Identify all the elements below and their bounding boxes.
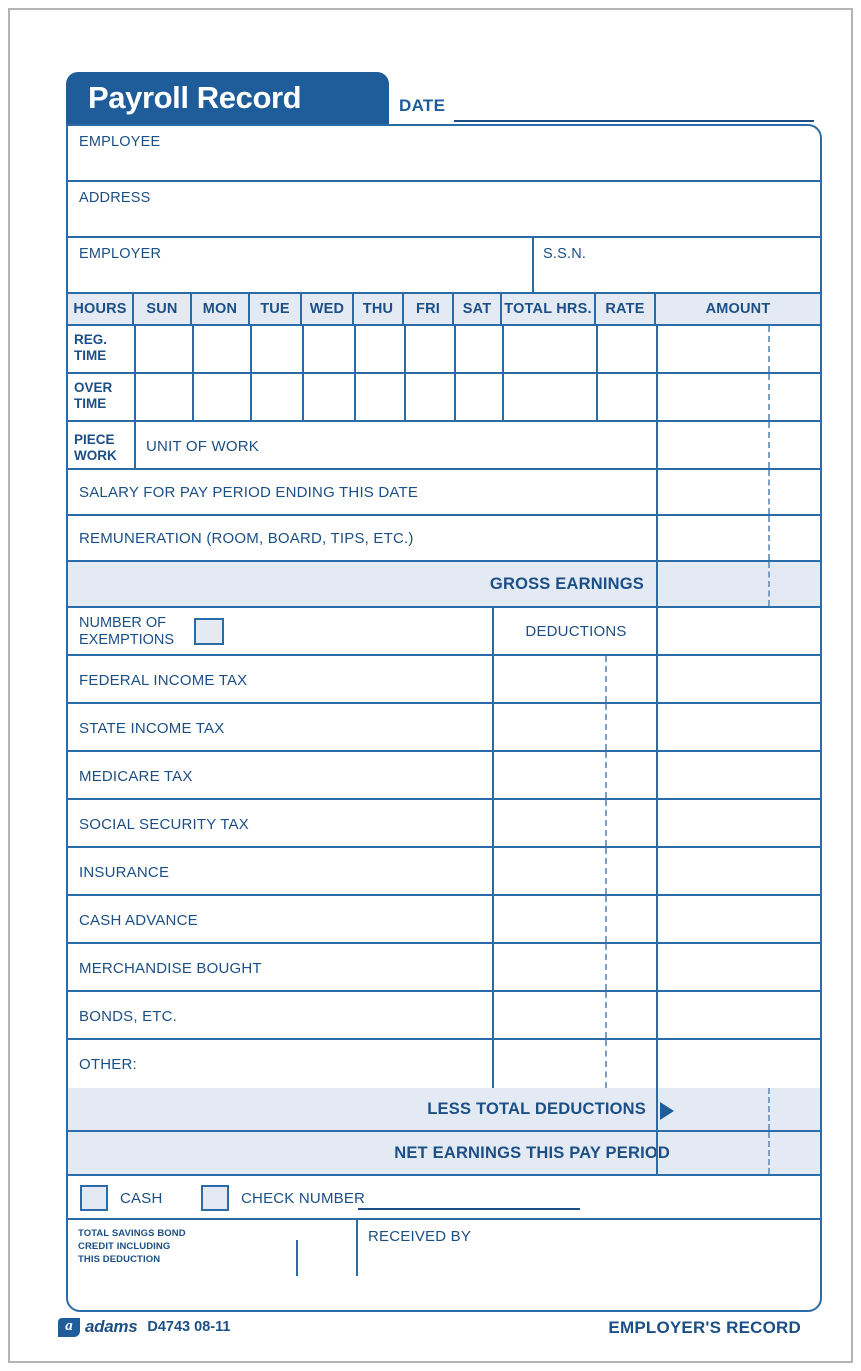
deduction-cents-separator [605, 992, 607, 1038]
grid-v-7 [454, 326, 456, 372]
remuneration-label: REMUNERATION (ROOM, BOARD, TIPS, ETC.) [79, 530, 414, 547]
cents-separator [768, 1132, 770, 1174]
check-checkbox[interactable] [201, 1185, 229, 1211]
grid-v-10 [656, 516, 658, 560]
gross-earnings-label: GROSS EARNINGS [489, 575, 644, 593]
unit-of-work-label: UNIT OF WORK [146, 438, 259, 455]
grid-v-10 [656, 944, 658, 990]
regular-time-label-line2: TIME [74, 347, 107, 363]
salary-row[interactable] [68, 470, 820, 516]
grid-v-5 [354, 374, 356, 420]
address-row[interactable] [68, 182, 820, 238]
grid-v-10 [656, 704, 658, 750]
piece-work-label-line1: PIECE [74, 432, 115, 447]
cents-separator [768, 1088, 770, 1130]
deduction-row-merchandise-bought[interactable] [68, 944, 820, 992]
col-header-tue: TUE [250, 294, 302, 324]
overtime-label-line1: OVER [74, 380, 113, 395]
employer-ssn-divider [532, 238, 534, 292]
grid-v-10 [656, 470, 658, 514]
ssn-label: S.S.N. [543, 246, 587, 262]
grid-v-2 [192, 374, 194, 420]
payroll-record-form [54, 72, 822, 1312]
overtime-label-line2: TIME [74, 395, 107, 411]
col-header-fri: FRI [404, 294, 454, 324]
col-header-total-hrs: TOTAL HRS. [502, 294, 596, 324]
grid-v-10 [656, 1040, 658, 1088]
grid-v-4 [302, 326, 304, 372]
regular-time-label [74, 332, 130, 363]
cents-separator [768, 470, 770, 514]
exemptions-label-line2: EXEMPTIONS [79, 632, 175, 649]
grid-v-6 [404, 326, 406, 372]
deduction-cents-separator [605, 944, 607, 990]
employer-label: EMPLOYER [79, 246, 162, 262]
deduction-label: MEDICARE TAX [79, 768, 193, 785]
less-total-deductions-label: LESS TOTAL DEDUCTIONS [427, 1100, 646, 1118]
deduction-cents-separator [605, 704, 607, 750]
overtime-row[interactable] [68, 374, 820, 422]
cash-checkbox[interactable] [80, 1185, 108, 1211]
adams-mark-icon: a [58, 1318, 80, 1337]
grid-v-9 [596, 374, 598, 420]
regular-time-label-line1: REG. [74, 332, 108, 347]
check-number-input-line[interactable] [358, 1208, 580, 1210]
gross-earnings-row[interactable] [68, 562, 820, 608]
deduction-label: FEDERAL INCOME TAX [79, 672, 248, 689]
deductions-col-left-border [492, 656, 494, 702]
grid-v-3 [250, 326, 252, 372]
date-label: DATE [399, 96, 446, 115]
grid-v-10 [656, 656, 658, 702]
deduction-cents-separator [605, 1040, 607, 1088]
received-by-divider [356, 1220, 358, 1276]
overtime-label [74, 380, 130, 411]
grid-v-10 [656, 326, 658, 372]
cents-separator [768, 326, 770, 372]
deduction-row-medicare-tax[interactable] [68, 752, 820, 800]
piece-work-label [74, 432, 130, 463]
savings-bond-received-row[interactable] [68, 1220, 820, 1276]
deduction-label: BONDS, ETC. [79, 1008, 178, 1025]
grid-v-10 [656, 562, 658, 606]
deductions-col-left-border [492, 848, 494, 894]
deduction-row-other[interactable] [68, 1040, 820, 1088]
cents-separator [768, 422, 770, 468]
page-frame [8, 8, 853, 1363]
less-total-deductions-row[interactable] [68, 1088, 820, 1132]
deduction-cents-separator [605, 800, 607, 846]
grid-v-8 [502, 374, 504, 420]
col-header-sun: SUN [134, 294, 192, 324]
grid-v-10 [656, 422, 658, 468]
grid-v-4 [302, 374, 304, 420]
cash-label: CASH [120, 1190, 163, 1207]
deductions-col-left-border [492, 992, 494, 1038]
col-header-mon: MON [192, 294, 250, 324]
deduction-cents-separator [605, 656, 607, 702]
address-label: ADDRESS [79, 190, 151, 206]
remuneration-row[interactable] [68, 516, 820, 562]
deductions-col-left-border [492, 704, 494, 750]
col-header-sat: SAT [454, 294, 502, 324]
deduction-row-bonds-etc[interactable] [68, 992, 820, 1040]
net-earnings-label: NET EARNINGS THIS PAY PERIOD [394, 1144, 670, 1162]
grid-v-1 [134, 326, 136, 372]
form-code: D4743 08-11 [147, 1319, 231, 1335]
savings-bond-label-line1: TOTAL SAVINGS BOND [78, 1228, 186, 1239]
col-header-hours: HOURS [68, 294, 134, 324]
deduction-row-insurance[interactable] [68, 848, 820, 896]
col-header-amount: AMOUNT [705, 301, 771, 317]
deductions-col-left-border [492, 752, 494, 798]
deductions-col-left-border [492, 608, 494, 654]
grid-v-10 [656, 608, 658, 654]
hours-table-header [68, 294, 820, 326]
grid-v-1 [134, 374, 136, 420]
deduction-label: STATE INCOME TAX [79, 720, 225, 737]
grid-v-10 [656, 800, 658, 846]
savings-bond-cents-separator [296, 1240, 298, 1276]
savings-bond-label-line2: CREDIT INCLUDING [78, 1240, 171, 1252]
piece-work-label-line2: WORK [74, 447, 117, 463]
employer-ssn-row[interactable] [68, 238, 820, 294]
grid-v-10 [656, 896, 658, 942]
employee-row[interactable] [68, 126, 820, 182]
grid-v-10 [656, 374, 658, 420]
net-earnings-row[interactable] [68, 1132, 820, 1176]
deduction-row-federal-income-tax[interactable] [68, 656, 820, 704]
grid-v-5 [354, 326, 356, 372]
deduction-row-social-security-tax[interactable] [68, 800, 820, 848]
savings-bond-label [78, 1228, 186, 1266]
deduction-label: SOCIAL SECURITY TAX [79, 816, 249, 833]
cents-separator [768, 374, 770, 420]
deduction-label: CASH ADVANCE [79, 912, 198, 929]
deduction-cents-separator [605, 896, 607, 942]
date-input-line[interactable] [454, 120, 814, 122]
grid-v-8 [502, 326, 504, 372]
grid-v-10 [656, 1088, 658, 1130]
title-tab [66, 72, 389, 124]
salary-label: SALARY FOR PAY PERIOD ENDING THIS DATE [79, 484, 419, 501]
deduction-row-state-income-tax[interactable] [68, 704, 820, 752]
grid-v-10 [656, 992, 658, 1038]
grid-v-9 [596, 326, 598, 372]
col-header-wed: WED [302, 294, 354, 324]
deductions-header-label: DEDUCTIONS [525, 623, 627, 640]
deduction-label: INSURANCE [79, 864, 170, 881]
exemptions-row[interactable] [68, 608, 820, 656]
payment-method-row[interactable] [68, 1176, 820, 1220]
deduction-row-cash-advance[interactable] [68, 896, 820, 944]
grid-v-2 [192, 326, 194, 372]
arrow-right-icon [660, 1102, 674, 1120]
grid-v-3 [250, 374, 252, 420]
adams-brand-name: adams [85, 1317, 138, 1336]
deductions-col-left-border [492, 1040, 494, 1088]
grid-v-10 [656, 848, 658, 894]
deduction-cents-separator [605, 752, 607, 798]
cents-separator [768, 562, 770, 606]
col-header-rate: RATE [596, 294, 656, 324]
cents-separator [768, 516, 770, 560]
deduction-label: OTHER: [79, 1056, 137, 1073]
deduction-label: MERCHANDISE BOUGHT [79, 960, 262, 977]
received-by-label: RECEIVED BY [368, 1228, 472, 1245]
check-number-label: CHECK NUMBER [241, 1190, 366, 1207]
grid-v-10 [656, 1132, 658, 1174]
col-header-thu: THU [354, 294, 404, 324]
exemptions-input-box[interactable] [194, 618, 224, 645]
employee-label: EMPLOYEE [79, 134, 161, 150]
deductions-col-left-border [492, 896, 494, 942]
page-title: Payroll Record [88, 80, 302, 115]
deductions-col-left-border [492, 800, 494, 846]
adams-brand-logo [58, 1317, 230, 1337]
grid-v-6 [404, 374, 406, 420]
employers-record-label: EMPLOYER'S RECORD [608, 1318, 801, 1337]
piece-work-divider [134, 422, 136, 468]
grid-v-10 [656, 752, 658, 798]
deduction-cents-separator [605, 848, 607, 894]
deductions-col-left-border [492, 944, 494, 990]
exemptions-label [79, 615, 174, 650]
grid-v-7 [454, 374, 456, 420]
regular-time-row[interactable] [68, 326, 820, 374]
exemptions-label-line1: NUMBER OF [79, 615, 166, 631]
piece-work-row[interactable] [68, 422, 820, 470]
form-body [66, 124, 822, 1312]
savings-bond-label-line3: THIS DEDUCTION [78, 1253, 161, 1265]
